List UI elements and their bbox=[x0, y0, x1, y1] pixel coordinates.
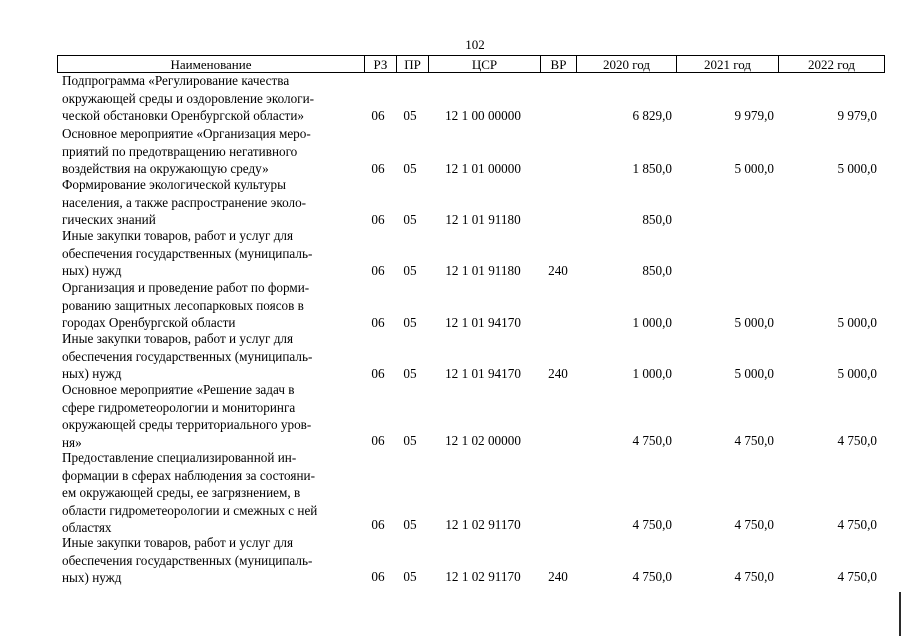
name-line: приятий по предотвращению негативного bbox=[62, 143, 298, 159]
name-line: Организация и проведение работ по форми- bbox=[62, 280, 310, 295]
header-pr: ПР bbox=[396, 56, 428, 72]
name-line: Основное мероприятие «Решение задач в bbox=[62, 382, 295, 397]
name-line: Подпрограмма «Регулирование качества bbox=[62, 73, 290, 88]
header-2021: 2021 год bbox=[676, 56, 778, 72]
amount-2020: 4 750,0 bbox=[632, 433, 672, 448]
amount-2021: 4 750,0 bbox=[734, 569, 774, 584]
pr-cell: 05 bbox=[403, 433, 417, 448]
amount-2022: 4 750,0 bbox=[837, 569, 877, 584]
amount-2022: 5 000,0 bbox=[837, 366, 877, 381]
name-line: Иные закупки товаров, работ и услуг для bbox=[62, 228, 294, 243]
amount-2020: 4 750,0 bbox=[632, 517, 672, 532]
amount-2021: 5 000,0 bbox=[734, 315, 774, 330]
pr-cell: 05 bbox=[403, 212, 417, 227]
name-line: Предоставление специализированной ин- bbox=[62, 450, 297, 465]
csr-cell: 12 1 02 91170 bbox=[445, 517, 521, 532]
name-line: сфере гидрометеорологии и мониторинга bbox=[62, 399, 296, 415]
name-line: городах Оренбургской области bbox=[62, 315, 236, 330]
amount-2020: 4 750,0 bbox=[632, 569, 672, 584]
amount-2022: 9 979,0 bbox=[837, 108, 877, 123]
rz-cell: 06 bbox=[371, 212, 385, 227]
name-line: населения, а также распространение эколо- bbox=[62, 194, 307, 210]
pr-cell: 05 bbox=[403, 517, 417, 532]
row-name bbox=[62, 125, 362, 178]
rz-cell: 06 bbox=[371, 263, 385, 278]
header-2020: 2020 год bbox=[576, 56, 676, 72]
name-line: ческой обстановки Оренбургской области» bbox=[62, 108, 304, 123]
name-line: Формирование экологической культуры bbox=[62, 177, 286, 192]
csr-cell: 12 1 02 91170 bbox=[445, 569, 521, 584]
rz-cell: 06 bbox=[371, 108, 385, 123]
pr-cell: 05 bbox=[403, 366, 417, 381]
name-line: окружающей среды и оздоровление экологи- bbox=[62, 90, 315, 106]
name-line: обеспечения государственных (муниципаль- bbox=[62, 245, 313, 261]
vr-cell: 240 bbox=[548, 366, 568, 381]
name-line: воздействия на окружающую среду» bbox=[62, 161, 269, 176]
row-name bbox=[62, 534, 362, 587]
rz-cell: 06 bbox=[371, 366, 385, 381]
pr-cell: 05 bbox=[403, 161, 417, 176]
rz-cell: 06 bbox=[371, 315, 385, 330]
table-header bbox=[57, 55, 885, 73]
csr-cell: 12 1 02 00000 bbox=[445, 433, 521, 448]
name-line: ня» bbox=[62, 434, 82, 450]
name-line: областях bbox=[62, 520, 112, 535]
csr-cell: 12 1 01 94170 bbox=[445, 315, 521, 330]
amount-2021: 5 000,0 bbox=[734, 161, 774, 176]
pr-cell: 05 bbox=[403, 108, 417, 123]
name-line: гических знаний bbox=[62, 212, 156, 227]
amount-2021: 4 750,0 bbox=[734, 517, 774, 532]
header-2022: 2022 год bbox=[778, 56, 884, 72]
row-name bbox=[62, 279, 362, 332]
header-vr: ВР bbox=[540, 56, 576, 72]
amount-2020: 850,0 bbox=[642, 212, 672, 227]
amount-2022: 5 000,0 bbox=[837, 315, 877, 330]
amount-2020: 1 850,0 bbox=[632, 161, 672, 176]
row-name bbox=[62, 72, 362, 125]
row-name bbox=[62, 381, 362, 451]
name-line: ных) нужд bbox=[62, 570, 122, 585]
csr-cell: 12 1 01 91180 bbox=[445, 212, 521, 227]
name-line: Основное мероприятие «Организация меро- bbox=[62, 126, 311, 141]
csr-cell: 12 1 01 00000 bbox=[445, 161, 521, 176]
pr-cell: 05 bbox=[403, 263, 417, 278]
csr-cell: 12 1 01 94170 bbox=[445, 366, 521, 381]
header-csr: ЦСР bbox=[428, 56, 540, 72]
rz-cell: 06 bbox=[371, 569, 385, 584]
row-name bbox=[62, 449, 362, 537]
row-name bbox=[62, 176, 362, 229]
amount-2021: 4 750,0 bbox=[734, 433, 774, 448]
amount-2022: 5 000,0 bbox=[837, 161, 877, 176]
name-line: области гидрометеорологии и смежных с ней bbox=[62, 502, 318, 518]
amount-2020: 850,0 bbox=[642, 263, 672, 278]
pr-cell: 05 bbox=[403, 315, 417, 330]
amount-2022: 4 750,0 bbox=[837, 433, 877, 448]
name-line: рованию защитных лесопарковых поясов в bbox=[62, 297, 304, 313]
rz-cell: 06 bbox=[371, 161, 385, 176]
amount-2021: 5 000,0 bbox=[734, 366, 774, 381]
csr-cell: 12 1 00 00000 bbox=[445, 108, 521, 123]
pr-cell: 05 bbox=[403, 569, 417, 584]
amount-2020: 1 000,0 bbox=[632, 315, 672, 330]
header-rz: РЗ bbox=[364, 56, 396, 72]
name-line: обеспечения государственных (муниципаль- bbox=[62, 348, 313, 364]
name-line: ных) нужд bbox=[62, 366, 122, 381]
amount-2022: 4 750,0 bbox=[837, 517, 877, 532]
row-name bbox=[62, 330, 362, 383]
header-name: Наименование bbox=[170, 57, 252, 72]
amount-2021: 9 979,0 bbox=[734, 108, 774, 123]
name-line: формации в сферах наблюдения за состояни- bbox=[62, 467, 315, 483]
name-line: ных) нужд bbox=[62, 263, 122, 278]
name-line: окружающей среды территориального уров- bbox=[62, 417, 312, 432]
vr-cell: 240 bbox=[548, 263, 568, 278]
amount-2020: 1 000,0 bbox=[632, 366, 672, 381]
name-line: обеспечения государственных (муниципаль- bbox=[62, 552, 313, 568]
rz-cell: 06 bbox=[371, 517, 385, 532]
name-line: ем окружающей среды, ее загрязнением, в bbox=[62, 485, 301, 500]
scan-edge-mark bbox=[899, 592, 901, 636]
name-line: Иные закупки товаров, работ и услуг для bbox=[62, 331, 294, 346]
row-name bbox=[62, 227, 362, 280]
vr-cell: 240 bbox=[548, 569, 568, 584]
csr-cell: 12 1 01 91180 bbox=[445, 263, 521, 278]
name-line: Иные закупки товаров, работ и услуг для bbox=[62, 535, 294, 550]
amount-2020: 6 829,0 bbox=[632, 108, 672, 123]
rz-cell: 06 bbox=[371, 433, 385, 448]
page-number: 102 bbox=[465, 37, 485, 52]
